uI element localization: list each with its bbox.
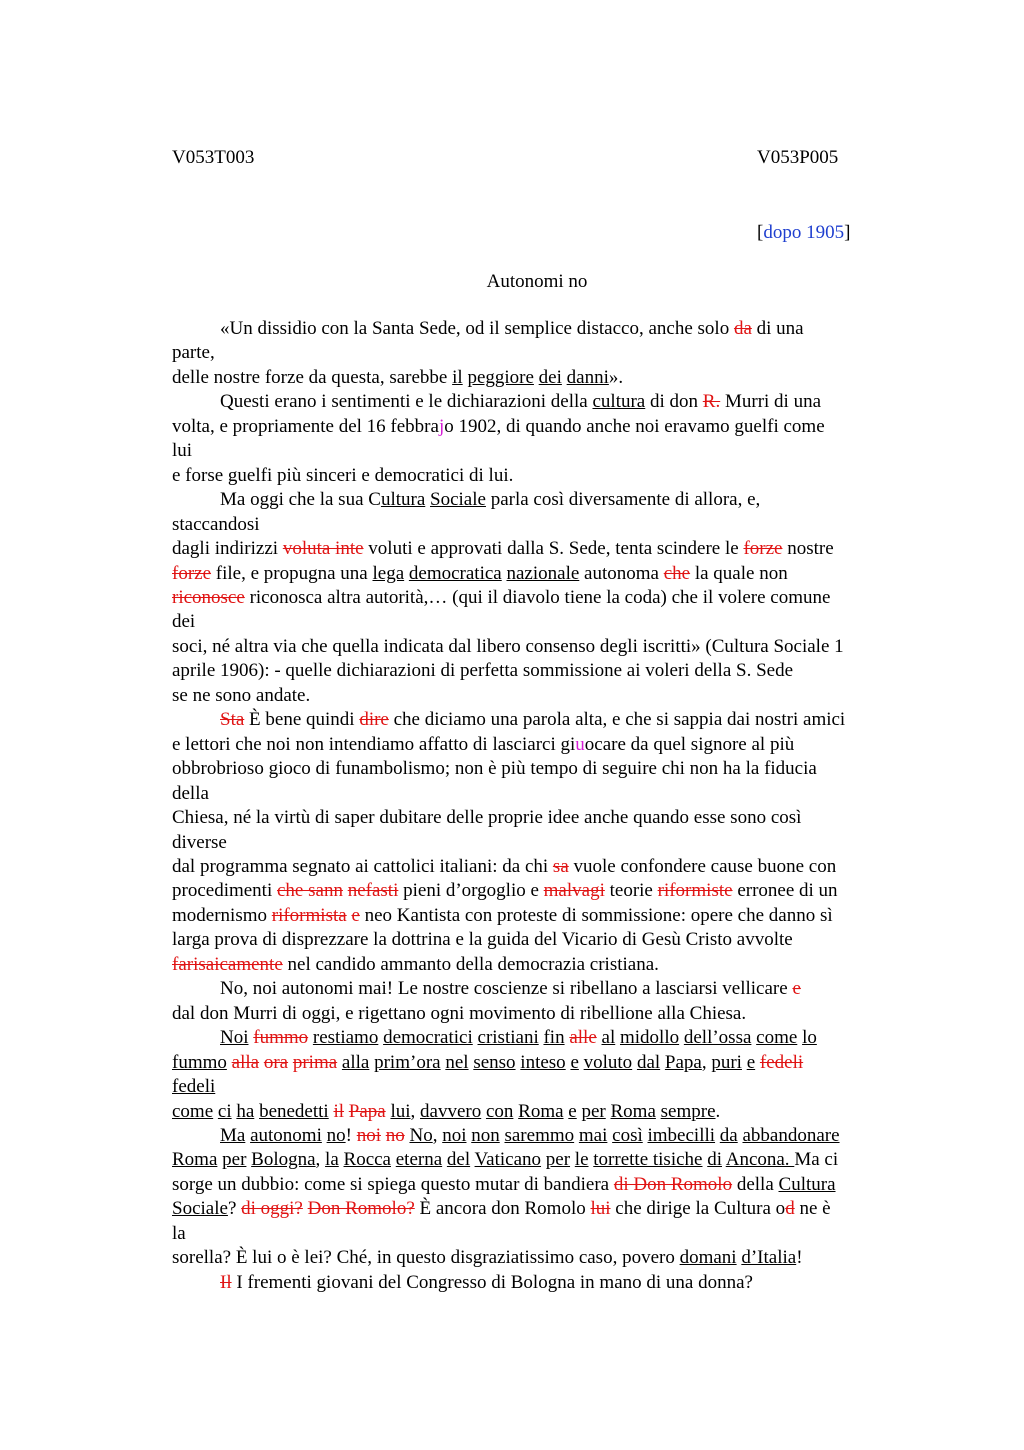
text-line xyxy=(172,757,912,781)
text-segment: vuole confondere cause buone con xyxy=(568,855,837,877)
deleted-text: riformista xyxy=(271,904,347,926)
deleted-text: R. xyxy=(702,391,721,413)
underlined-text: e xyxy=(568,1100,577,1122)
underlined-text: Roma xyxy=(518,1100,564,1122)
text-line xyxy=(172,1124,912,1148)
text-segment: file, e propugna una xyxy=(211,562,373,584)
text-segment: dal programma segnato ai cattolici italiani: da chi xyxy=(172,855,553,877)
text-segment: se ne sono andate. xyxy=(172,684,311,706)
text-segment: volta, e propriamente del 16 febbra xyxy=(172,415,439,437)
text-segment: di don xyxy=(645,391,703,413)
underlined-text: eterna xyxy=(395,1149,443,1171)
underlined-text: Sociale xyxy=(172,1198,228,1220)
text-segment: , xyxy=(701,1051,712,1073)
underlined-text: per xyxy=(222,1149,247,1171)
text-segment: sorge un dubbio: come si spiega questo mutar di bandiera xyxy=(172,1173,614,1195)
deleted-text: riconosce xyxy=(172,586,245,608)
text-segment: No, noi autonomi mai! Le nostre coscienze si ribellano a lasciarsi vellicare xyxy=(220,978,793,1000)
text-line xyxy=(172,1197,912,1221)
text-segment: ! xyxy=(345,1124,357,1146)
deleted-text: che sann xyxy=(277,880,343,902)
underlined-text: e xyxy=(746,1051,756,1073)
underlined-text: Rocca xyxy=(343,1149,391,1171)
underlined-text: al xyxy=(601,1027,616,1049)
underlined-text: sempre xyxy=(660,1100,716,1122)
deleted-text: che xyxy=(663,562,691,584)
text-segment: di una xyxy=(751,318,804,339)
text-line xyxy=(172,1222,912,1246)
deleted-text: Il xyxy=(220,1271,232,1293)
underlined-text: come xyxy=(172,1100,214,1122)
text-segment: ? xyxy=(227,1198,242,1220)
underlined-text: prim’ora xyxy=(374,1051,441,1073)
deleted-text: d xyxy=(785,1198,795,1220)
underlined-text: Ma xyxy=(220,1124,246,1146)
text-line xyxy=(172,635,912,659)
deleted-text: fummo xyxy=(253,1027,309,1049)
text-line xyxy=(172,464,912,488)
text-segment: e lettori che noi non intendiamo affatto di lasciarci gi xyxy=(172,733,576,755)
text-segment: ocare da quel signore al più xyxy=(584,733,795,755)
text-segment: , xyxy=(410,1100,421,1122)
underlined-text: autonomi xyxy=(250,1124,322,1146)
text-segment: riconosca altra autorità,… (qui il diavolo tiene la coda) che il volere comune xyxy=(244,586,831,608)
text-segment: voluti e approvati dalla S. Sede, tenta scindere le xyxy=(363,538,744,560)
text-line xyxy=(172,1002,912,1026)
underlined-text: alla xyxy=(341,1051,370,1073)
text-segment: neo Kantista con proteste di sommissione: opere che danno sì xyxy=(359,904,833,926)
deleted-text: noi xyxy=(356,1124,381,1146)
date-bracket-open: [ xyxy=(757,222,764,243)
underlined-text: così xyxy=(612,1124,643,1146)
underlined-text: dei xyxy=(538,366,562,388)
text-segment: È bene quindi xyxy=(244,709,360,731)
text-line xyxy=(172,684,912,708)
underlined-text: restiamo xyxy=(312,1027,379,1049)
deleted-text: e xyxy=(792,978,801,1000)
text-segment: pieni d’orgoglio e xyxy=(398,880,544,902)
text-line xyxy=(172,879,912,903)
underlined-text: nel xyxy=(445,1051,469,1073)
underlined-text: voluto xyxy=(583,1051,633,1073)
underlined-text: fedeli xyxy=(172,1076,216,1098)
text-line xyxy=(172,1271,912,1295)
text-segment: . xyxy=(715,1100,721,1122)
deleted-text: prima xyxy=(292,1051,338,1073)
text-segment: autonoma xyxy=(579,562,664,584)
text-line xyxy=(172,1246,912,1270)
underlined-text: dell’ossa xyxy=(683,1027,752,1049)
text-segment: obbrobrioso gioco di funambolismo; non è più tempo di seguire chi non ha la fiducia xyxy=(172,758,817,780)
text-segment: lui xyxy=(172,440,193,462)
deleted-text: forze xyxy=(172,562,212,584)
text-segment: dagli indirizzi xyxy=(172,538,283,560)
underlined-text: torrette tisiche xyxy=(593,1149,703,1171)
page-title: Autonomi no xyxy=(486,271,588,292)
text-segment: «Un dissidio con la Santa Sede, od il semplice distacco, anche solo xyxy=(220,318,734,339)
text-line xyxy=(172,977,912,1001)
underlined-text: Vaticano xyxy=(474,1149,542,1171)
text-line xyxy=(172,488,912,512)
underlined-text: Ancona. xyxy=(725,1149,795,1171)
underlined-text: il xyxy=(452,366,463,388)
text-line xyxy=(172,953,912,977)
deleted-text: di oggi? xyxy=(241,1198,303,1220)
underlined-text: imbecilli xyxy=(647,1124,716,1146)
underlined-text: Cultura xyxy=(778,1173,836,1195)
underlined-text: e xyxy=(570,1051,579,1073)
deleted-text: riformiste xyxy=(657,880,733,902)
text-segment: erronee di un xyxy=(732,880,838,902)
underlined-text: come xyxy=(756,1027,798,1049)
text-line xyxy=(172,733,912,757)
underlined-text: ci xyxy=(217,1100,232,1122)
text-segment: dal don Murri di oggi, e rigettano ogni movimento di ribellione alla Chiesa. xyxy=(172,1002,747,1024)
text-line xyxy=(172,1075,912,1099)
text-segment: che diciamo una parola alta, e che si sappia dai nostri amici xyxy=(388,709,846,731)
text-line xyxy=(172,855,912,879)
text-segment: , xyxy=(432,1124,443,1146)
deleted-text: da xyxy=(733,318,752,339)
deleted-text: lui xyxy=(590,1198,611,1220)
text-line xyxy=(172,415,912,439)
underlined-text: peggiore xyxy=(467,366,534,388)
inserted-text: u xyxy=(575,733,585,755)
deleted-text: farisaicamente xyxy=(172,953,283,975)
underlined-text: per xyxy=(581,1100,606,1122)
text-line xyxy=(172,659,912,683)
text-segment: aprile 1906): - quelle dichiarazioni di perfetta sommissione ai voleri della S. Sede xyxy=(172,660,794,682)
text-segment: ne è xyxy=(794,1198,831,1220)
text-segment: diverse xyxy=(172,831,227,853)
underlined-text: dal xyxy=(636,1051,661,1073)
text-segment: o 1902, di quando anche noi eravamo guelfi come xyxy=(444,415,825,437)
text-segment: , xyxy=(315,1149,326,1171)
text-line xyxy=(172,806,912,830)
underlined-text: non xyxy=(471,1124,500,1146)
text-segment: parte, xyxy=(172,342,215,364)
underlined-text: fin xyxy=(543,1027,565,1049)
underlined-text: con xyxy=(485,1100,514,1122)
text-segment: Murri di una xyxy=(720,391,822,413)
text-segment: la quale non xyxy=(690,562,788,584)
deleted-text: dire xyxy=(359,709,389,731)
underlined-text: lui xyxy=(390,1100,411,1122)
text-line xyxy=(172,562,912,586)
text-segment: dei xyxy=(172,611,196,633)
underlined-text: domani xyxy=(679,1247,737,1269)
document-code-right: V053P005 xyxy=(757,147,839,168)
text-line xyxy=(172,1051,912,1075)
underlined-text: la xyxy=(325,1149,339,1171)
text-segment: nostre xyxy=(782,538,834,560)
text-line xyxy=(172,317,912,341)
underlined-text: cristiani xyxy=(477,1027,539,1049)
underlined-text: noi xyxy=(442,1124,467,1146)
deleted-text: alle xyxy=(569,1027,597,1049)
deleted-text: Sta xyxy=(220,709,245,731)
underlined-text: Papa xyxy=(664,1051,702,1073)
deleted-text: sa xyxy=(552,855,569,877)
underlined-text: democratica xyxy=(408,562,502,584)
text-line xyxy=(172,928,912,952)
text-segment: staccandosi xyxy=(172,513,260,535)
underlined-text: saremmo xyxy=(504,1124,575,1146)
text-line xyxy=(172,513,912,537)
text-line xyxy=(172,1148,912,1172)
deleted-text: no xyxy=(385,1124,405,1146)
text-segment: Ma ci xyxy=(794,1149,839,1171)
underlined-text: ha xyxy=(236,1100,255,1122)
text-segment: nel candido ammanto della democrazia cristiana. xyxy=(282,953,659,975)
document-code-left: V053T003 xyxy=(172,147,255,168)
text-line xyxy=(172,831,912,855)
text-segment: I frementi giovani del Congresso di Bologna in mano di una donna? xyxy=(231,1271,753,1293)
text-line xyxy=(172,439,912,463)
deleted-text: malvagi xyxy=(543,880,605,902)
text-segment: che dirige la Cultura o xyxy=(610,1198,786,1220)
underlined-text: Noi xyxy=(220,1027,249,1049)
deleted-text: di Don Romolo xyxy=(613,1173,733,1195)
underlined-text: nazionale xyxy=(506,562,580,584)
underlined-text: Sociale xyxy=(430,489,486,511)
text-segment: della xyxy=(172,782,209,804)
deleted-text: ora xyxy=(263,1051,289,1073)
underlined-text: del xyxy=(446,1149,471,1171)
underlined-text: Roma xyxy=(172,1149,218,1171)
underlined-text: fummo xyxy=(172,1051,227,1073)
text-segment: Questi erano i sentimenti e le dichiarazioni della xyxy=(220,391,593,413)
text-segment: delle nostre forze da questa, sarebbe xyxy=(172,366,453,388)
underlined-text: abbandonare xyxy=(742,1124,840,1146)
text-segment: modernismo xyxy=(172,904,272,926)
underlined-text: lo xyxy=(802,1027,817,1049)
deleted-text: alla xyxy=(231,1051,260,1073)
text-segment: È ancora don Romolo xyxy=(414,1198,591,1220)
date-annotation xyxy=(757,221,850,245)
underlined-text: midollo xyxy=(619,1027,680,1049)
text-line xyxy=(172,782,912,806)
text-segment: della xyxy=(732,1173,779,1195)
deleted-text: il xyxy=(333,1100,345,1122)
date-text: dopo 1905 xyxy=(763,222,845,243)
text-segment: soci, né altra via che quella indicata dal libero consenso degli iscritti» (Cultura Sociale 1 xyxy=(172,635,844,657)
underlined-text: democratici xyxy=(383,1027,473,1049)
underlined-text: senso xyxy=(473,1051,516,1073)
underlined-text: no xyxy=(326,1124,346,1146)
deleted-text: e xyxy=(351,904,360,926)
text-line xyxy=(172,904,912,928)
deleted-text: Don Romolo? xyxy=(307,1198,415,1220)
text-segment: Ma oggi che la sua C xyxy=(220,489,381,511)
text-line xyxy=(172,610,912,634)
text-line xyxy=(172,1173,912,1197)
deleted-text: forze xyxy=(743,538,783,560)
document-body xyxy=(172,317,912,1295)
text-line xyxy=(172,1100,912,1124)
underlined-text: le xyxy=(574,1149,589,1171)
deleted-text: fedeli xyxy=(759,1051,804,1073)
underlined-text: mai xyxy=(578,1124,608,1146)
text-line xyxy=(172,586,912,610)
text-line xyxy=(172,1026,912,1050)
underlined-text: inteso xyxy=(520,1051,566,1073)
underlined-text: per xyxy=(545,1149,571,1171)
underlined-text: cultura xyxy=(592,391,646,413)
underlined-text: di xyxy=(707,1149,723,1171)
text-line xyxy=(172,366,912,390)
text-segment: parla così diversamente di allora, e, xyxy=(485,489,761,511)
inserted-text: j xyxy=(438,415,445,437)
text-segment: e forse guelfi più sinceri e democratici di lui. xyxy=(172,464,514,486)
text-segment: larga prova di disprezzare la dottrina e la guida del Vicario di Gesù Cristo avvolte xyxy=(172,929,793,951)
underlined-text: benedetti xyxy=(259,1100,329,1122)
underlined-text: d’Italia xyxy=(741,1247,797,1269)
deleted-text: voluta inte xyxy=(282,538,364,560)
underlined-text: Bologna xyxy=(251,1149,316,1171)
text-segment: la xyxy=(172,1222,186,1244)
deleted-text: nefasti xyxy=(347,880,399,902)
text-line xyxy=(172,390,912,414)
deleted-text: Papa xyxy=(348,1100,386,1122)
underlined-text: puri xyxy=(711,1051,742,1073)
text-line xyxy=(172,708,912,732)
underlined-text: danni xyxy=(566,366,609,388)
text-segment: ». xyxy=(608,366,624,388)
underlined-text: ultura xyxy=(380,489,426,511)
text-segment: Chiesa, né la virtù di saper dubitare delle proprie idee anche quando esse sono così xyxy=(172,807,802,829)
text-segment: teorie xyxy=(604,880,658,902)
underlined-text: da xyxy=(719,1124,738,1146)
underlined-text: Roma xyxy=(610,1100,656,1122)
date-bracket-close: ] xyxy=(844,222,851,243)
text-segment: ! xyxy=(796,1247,803,1269)
text-segment: sorella? È lui o è lei? Ché, in questo disgraziatissimo caso, povero xyxy=(172,1247,680,1269)
text-line xyxy=(172,341,912,365)
text-segment: procedimenti xyxy=(172,880,277,902)
text-line xyxy=(172,537,912,561)
underlined-text: lega xyxy=(372,562,405,584)
underlined-text: No xyxy=(409,1124,433,1146)
underlined-text: davvero xyxy=(420,1100,482,1122)
